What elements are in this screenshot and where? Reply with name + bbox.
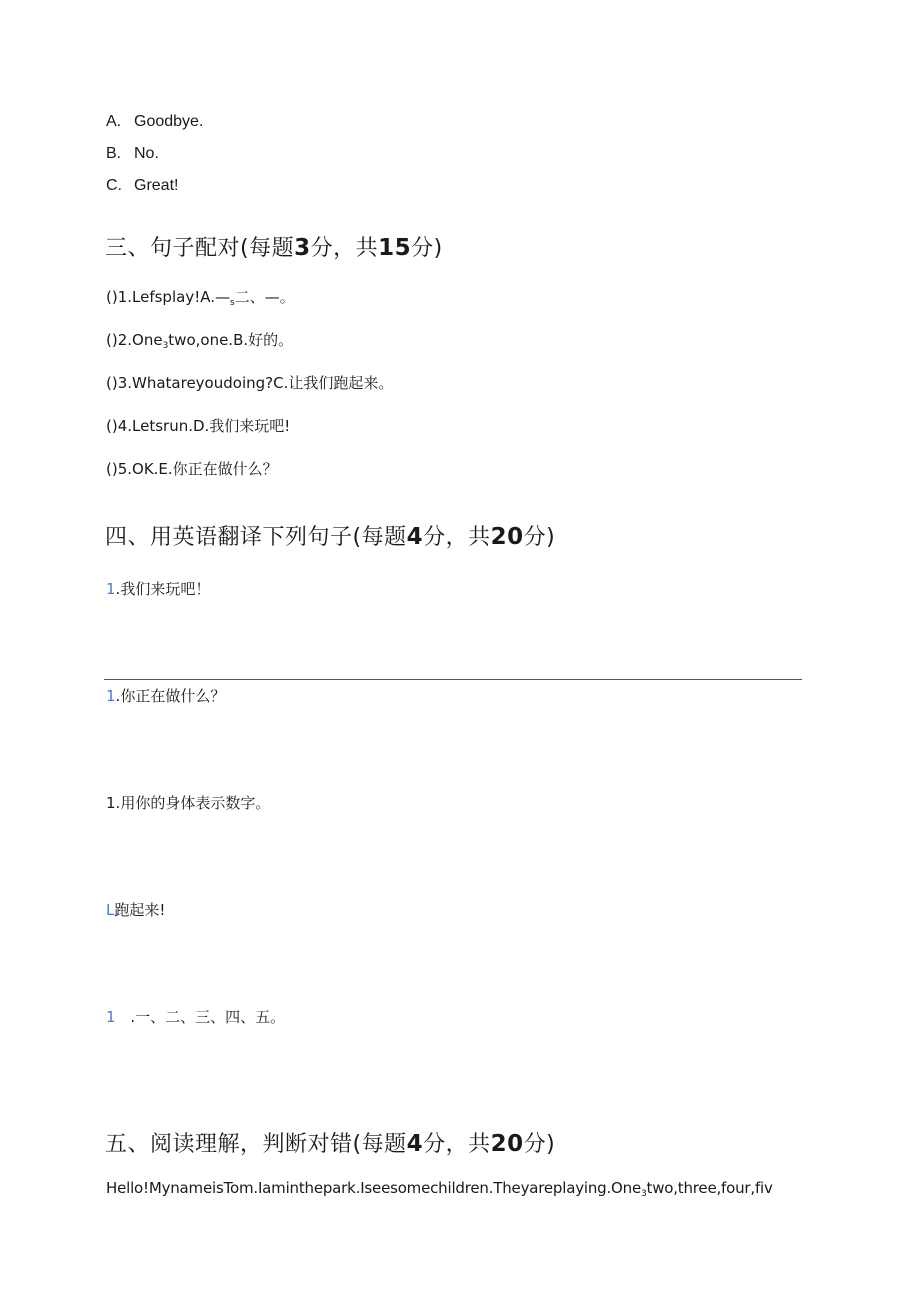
item-text: ()3.Whatareyoudoing?C.让我们跑起来。 xyxy=(106,374,394,392)
heading-text: 五、阅读理解，判断对错(每题 xyxy=(105,1132,407,1157)
item-number: 1 xyxy=(106,687,116,705)
item-subscript: 3 xyxy=(162,341,169,351)
heading-text: 四、用英语翻译下列句子(每题 xyxy=(105,525,407,550)
item-text: ()4.Letsrun.D.我们来玩吧! xyxy=(106,417,291,435)
heading-text: 分) xyxy=(411,236,443,261)
option-letter: B. xyxy=(106,145,122,162)
option-letter: C. xyxy=(106,177,122,194)
item-text: ()1.Lefsplay!A.— xyxy=(106,288,230,306)
translation-item-2 xyxy=(106,685,225,706)
item-text: two,one.B.好的。 xyxy=(168,331,294,349)
option-text: Goodbye. xyxy=(134,113,204,130)
reading-passage xyxy=(106,1179,773,1197)
score-each: 4 xyxy=(406,524,424,550)
section-4-heading xyxy=(105,520,555,551)
option-text: No. xyxy=(134,145,159,162)
item-text: .你正在做什么？ xyxy=(115,687,226,705)
passage-text: two,three,four,fiv xyxy=(646,1179,773,1197)
matching-item-2 xyxy=(106,329,293,350)
score-total: 20 xyxy=(490,524,524,550)
score-each: 3 xyxy=(294,235,311,261)
heading-text: 分) xyxy=(523,525,556,550)
item-number: 1 xyxy=(106,794,116,812)
matching-item-4 xyxy=(106,415,290,436)
matching-item-3 xyxy=(106,372,393,393)
heading-text: 分) xyxy=(523,1132,556,1157)
option-c xyxy=(106,177,178,195)
translation-item-4 xyxy=(106,899,165,920)
item-number: 1 xyxy=(106,580,116,598)
heading-text: 三、句子配对(每题 xyxy=(105,236,295,261)
score-total: 15 xyxy=(378,235,412,261)
item-text: .用你的身体表示数字。 xyxy=(115,794,271,812)
item-number: L xyxy=(106,901,115,919)
item-text: 二、—。 xyxy=(234,288,295,306)
item-text: ()5.OK.E.你正在做什么？ xyxy=(106,460,278,478)
item-subscript: s xyxy=(229,298,235,308)
item-text: ()2.One xyxy=(106,331,163,349)
section-5-heading xyxy=(105,1127,555,1158)
heading-text: 分，共 xyxy=(310,236,379,261)
matching-item-1 xyxy=(106,286,295,307)
section-3-heading xyxy=(105,231,443,262)
score-each: 4 xyxy=(406,1131,424,1157)
translation-item-5 xyxy=(106,1006,285,1027)
heading-text: 分，共 xyxy=(423,1132,491,1157)
heading-text: 分，共 xyxy=(423,525,491,550)
option-letter: A. xyxy=(106,113,122,130)
option-b xyxy=(106,145,159,163)
passage-text: Hello!MynameisTom.Iaminthepark.Iseesomechildren.Theyareplaying.One xyxy=(106,1179,641,1197)
item-text: 跑起来! xyxy=(114,901,166,919)
answer-line xyxy=(104,679,802,680)
translation-item-1 xyxy=(106,578,210,599)
option-text: Great! xyxy=(134,177,179,194)
matching-item-5 xyxy=(106,458,278,479)
option-a xyxy=(106,113,203,131)
score-total: 20 xyxy=(490,1131,524,1157)
item-text: .我们来玩吧！ xyxy=(115,580,211,598)
translation-item-3 xyxy=(106,792,270,813)
item-number: 1 xyxy=(106,1008,116,1026)
item-text: .一、二、三、四、五。 xyxy=(125,1008,286,1026)
passage-subscript: 3 xyxy=(640,1189,647,1199)
